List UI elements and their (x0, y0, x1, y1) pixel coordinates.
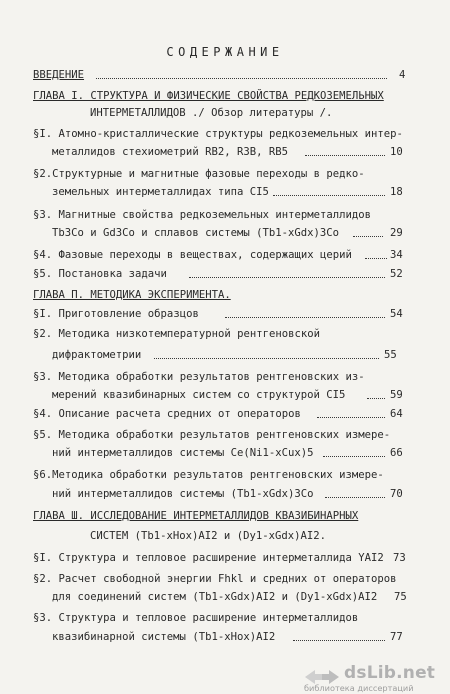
toc-section (33, 165, 417, 183)
toc-entry-text: §3. Магнитные свойства редкоземельных интерметаллидов (33, 209, 372, 221)
toc-section (33, 265, 417, 283)
toc-entry-text: §I. Структура и тепловое расширение интерметаллида YAI2 (33, 552, 384, 564)
toc-chapter-heading (33, 286, 417, 304)
dot-leader (189, 277, 385, 278)
toc-section (33, 570, 417, 588)
toc-page-number: 34 (390, 249, 403, 261)
toc-section-cont (33, 346, 417, 364)
toc-entry-text: ГЛАВА П. МЕТОДИКА ЭКСПЕРИМЕНТА. (33, 289, 231, 301)
toc-entry-text: §3. Методика обработки результатов рентгеновских из- (33, 371, 365, 383)
toc-page-number: 70 (390, 488, 403, 500)
toc-section (33, 305, 417, 323)
watermark-subtitle: библиотека диссертаций (304, 683, 414, 693)
toc-page-number: 55 (384, 349, 397, 361)
toc-page-number: 54 (390, 308, 403, 320)
toc-section (33, 125, 417, 143)
toc-section-cont (33, 588, 417, 606)
toc-entry-text: §I. Атомно-кристаллические структуры редкоземельных интер- (33, 128, 403, 140)
toc-section-cont (33, 224, 417, 242)
toc-entry-text: СИСТЕМ (Tb1-xHox)AI2 и (Dy1-xGdx)AI2. (90, 530, 326, 542)
toc-chapter-heading-cont (33, 104, 417, 122)
toc-entry-text: ГЛАВА Ш. ИССЛЕДОВАНИЕ ИНТЕРМЕТАЛЛИДОВ КВАЗИБИНАРНЫХ (33, 510, 359, 522)
toc-page-number: 73 (393, 552, 406, 564)
toc-entry-text: §2.Структурные и магнитные фазовые переходы в редко- (33, 168, 365, 180)
dot-leader (325, 497, 385, 498)
toc-entry-text: земельных интерметаллидах типа СI5 (52, 186, 269, 198)
dot-leader (154, 358, 379, 359)
toc-section (33, 368, 417, 386)
toc-entry-text: §5. Постановка задачи (33, 268, 167, 280)
toc-section-cont (33, 485, 417, 503)
watermark-site-name: dsLib.net (344, 663, 436, 683)
toc-entry-text: §3. Структура и тепловое расширение интерметаллидов (33, 612, 359, 624)
toc-section-cont (33, 628, 417, 646)
toc-entry-text: металлидов стехиометрий RB2, R3B, RB5 (52, 146, 288, 158)
toc-entry-text: §6.Методика обработки результатов рентгеновских измере- (33, 469, 384, 481)
toc-entry-text: квазибинарной системы (Tb1-xHox)AI2 (52, 631, 276, 643)
toc-entry-text: §5. Методика обработки результатов рентгеновских измере- (33, 429, 391, 441)
toc-section (33, 609, 417, 627)
dot-leader (317, 417, 385, 418)
dot-leader (365, 258, 387, 259)
toc-entry-text: для соединений систем (Tb1-xGdx)AI2 и (Dy1-xGdx)AI2 (52, 591, 378, 603)
toc-page-number: 59 (390, 389, 403, 401)
toc-page-number: 52 (390, 268, 403, 280)
toc-entry-text: Tb3Co и Gd3Co и сплавов системы (Tb1-xGdx)3Co (52, 227, 340, 239)
toc-chapter-heading (33, 507, 417, 525)
dot-leader (305, 155, 385, 156)
toc-section (33, 246, 417, 264)
toc-section-cont (33, 444, 417, 462)
dot-leader (293, 640, 385, 641)
dot-leader (323, 456, 385, 457)
toc-page-number: 10 (390, 146, 403, 158)
page-title: СОДЕРЖАНИЕ (166, 45, 284, 59)
toc-section (33, 549, 417, 567)
toc-page-number: 18 (390, 186, 403, 198)
toc-section (33, 466, 417, 484)
toc-entry-text: ний интерметаллидов системы Ce(Ni1-xCux)5 (52, 447, 314, 459)
toc-entry-text: §4. Фазовые переходы в веществах, содержащих церий (33, 249, 352, 261)
toc-section (33, 325, 417, 343)
toc-section-cont (33, 143, 417, 161)
toc-entry-text: §4. Описание расчета средних от операторов (33, 408, 301, 420)
toc-entry-text: §2. Расчет свободной энергии Fhkl и средних от операторов (33, 573, 397, 585)
toc-chapter-heading-cont (33, 527, 417, 545)
toc-section (33, 206, 417, 224)
toc-page-number: 64 (390, 408, 403, 420)
toc-entry-text: ИНТЕРМЕТАЛЛИДОВ ./ Обзор литературы /. (90, 107, 333, 119)
toc-entry-text: §I. Приготовление образцов (33, 308, 199, 320)
toc-section (33, 426, 417, 444)
toc-entry-text: ВВЕДЕНИЕ (33, 69, 85, 81)
toc-section-cont (33, 183, 417, 201)
dot-leader (96, 78, 387, 79)
toc-entry-text: ГЛАВА I. СТРУКТУРА И ФИЗИЧЕСКИЕ СВОЙСТВА РЕДКОЗЕМЕЛЬНЫХ (33, 90, 384, 102)
dot-leader (367, 398, 385, 399)
toc-entry-text: §2. Методика низкотемпературной рентгеновской (33, 328, 321, 340)
toc-page-number: 77 (390, 631, 403, 643)
toc-page-number: 66 (390, 447, 403, 459)
toc-chapter-heading (33, 87, 417, 105)
dot-leader (353, 236, 383, 237)
toc-page-number: 4 (399, 69, 406, 81)
toc-section (33, 405, 417, 423)
toc-entry-text: ний интерметаллидов системы (Tb1-xGdx)3Co (52, 488, 314, 500)
dot-leader (225, 317, 385, 318)
dot-leader (273, 195, 385, 196)
toc-entry-introduction (33, 66, 417, 84)
toc-section-cont (33, 386, 417, 404)
toc-entry-text: мерений квазибинарных систем со структурой СI5 (52, 389, 346, 401)
toc-page-number: 75 (394, 591, 407, 603)
toc-entry-text: дифрактометрии (52, 349, 142, 361)
toc-page-number: 29 (390, 227, 403, 239)
